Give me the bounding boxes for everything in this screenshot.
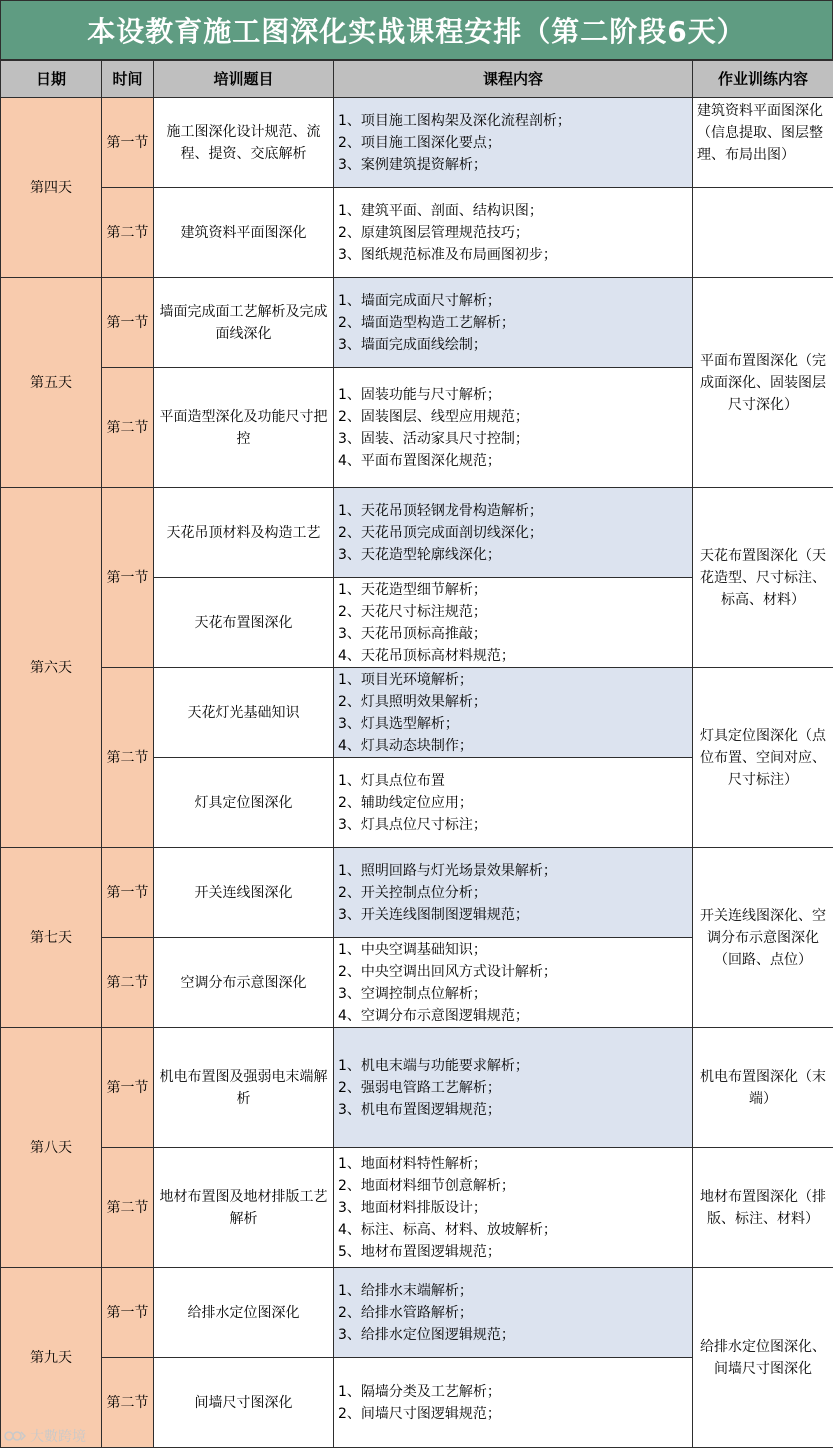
content-cell: [334, 488, 693, 578]
content-item: 1、建筑平面、剖面、结构识图；: [338, 202, 543, 219]
topic-cell: 地材布置图及地材排版工艺解析: [154, 1148, 334, 1268]
watermark: [4, 1426, 86, 1446]
session-cell: 第一节: [102, 98, 154, 188]
topic-cell: 天花布置图深化: [154, 578, 334, 668]
content-cell: [334, 1148, 693, 1268]
content-item: 1、项目施工图构架及深化流程剖析；: [338, 112, 571, 129]
header-homework: 作业训练内容: [693, 61, 833, 98]
content-item: 3、天花造型轮廓线深化；: [338, 546, 501, 563]
content-item: 3、案例建筑提资解析；: [338, 156, 487, 173]
content-item: 2、墙面造型构造工艺解析；: [338, 314, 515, 331]
content-item: 3、墙面完成面线绘制；: [338, 336, 487, 353]
content-cell: [334, 668, 693, 758]
content-item: 2、辅助线定位应用；: [338, 794, 473, 811]
content-cell: [334, 1268, 693, 1358]
table-row: [1, 188, 833, 278]
content-item: 2、强弱电管路工艺解析；: [338, 1079, 501, 1096]
header-time: 时间: [102, 61, 154, 98]
content-item: 4、灯具动态块制作；: [338, 737, 473, 754]
homework-cell: 地材布置图深化（排版、标注、材料）: [693, 1148, 833, 1268]
topic-cell: 给排水定位图深化: [154, 1268, 334, 1358]
content-cell: [334, 1028, 693, 1148]
homework-cell: 平面布置图深化（完成面深化、固装图层尺寸深化）: [693, 278, 833, 488]
topic-cell: 天花灯光基础知识: [154, 668, 334, 758]
content-item: 3、天花吊顶标高推敲；: [338, 625, 487, 642]
content-item: 5、地材布置图逻辑规范；: [338, 1243, 501, 1260]
content-cell: [334, 98, 693, 188]
table-row: [1, 98, 833, 188]
content-item: 3、固装、活动家具尺寸控制；: [338, 430, 529, 447]
content-item: 1、墙面完成面尺寸解析；: [338, 292, 501, 309]
topic-cell: 灯具定位图深化: [154, 758, 334, 848]
homework-cell: 给排水定位图深化、间墙尺寸图深化: [693, 1268, 833, 1448]
content-item: 2、中央空调出回风方式设计解析；: [338, 963, 557, 980]
table-row: [1, 1028, 833, 1148]
content-item: 3、地面材料排版设计；: [338, 1199, 487, 1216]
content-item: 1、天花造型细节解析；: [338, 581, 487, 598]
content-item: 3、灯具点位尺寸标注；: [338, 816, 487, 833]
session-cell: 第一节: [102, 488, 154, 668]
content-item: 2、项目施工图深化要点；: [338, 134, 501, 151]
header-date: 日期: [1, 61, 102, 98]
content-item: 1、机电末端与功能要求解析；: [338, 1057, 529, 1074]
day-cell: 第五天: [1, 278, 102, 488]
session-cell: 第一节: [102, 848, 154, 938]
day-cell: 第八天: [1, 1028, 102, 1268]
homework-cell: 建筑资料平面图深化（信息提取、图层整理、布局出图）: [693, 98, 833, 188]
content-item: 1、中央空调基础知识；: [338, 941, 487, 958]
table-row: [1, 1268, 833, 1358]
content-cell: [334, 278, 693, 368]
content-item: 1、照明回路与灯光场景效果解析；: [338, 862, 557, 879]
schedule-table: [0, 60, 833, 1448]
content-item: 4、天花吊顶标高材料规范；: [338, 647, 515, 664]
session-cell: 第二节: [102, 368, 154, 488]
header-topic: 培训题目: [154, 61, 334, 98]
topic-cell: 墙面完成面工艺解析及完成面线深化: [154, 278, 334, 368]
table-row: [1, 668, 833, 758]
homework-cell: 开关连线图深化、空调分布示意图深化（回路、点位）: [693, 848, 833, 1028]
watermark-text: 大數跨境: [30, 1429, 86, 1445]
topic-cell: 建筑资料平面图深化: [154, 188, 334, 278]
content-item: 2、天花尺寸标注规范；: [338, 603, 487, 620]
content-item: 1、天花吊顶轻钢龙骨构造解析；: [338, 502, 543, 519]
content-cell: [334, 1358, 693, 1448]
content-cell: [334, 758, 693, 848]
content-item: 1、固装功能与尺寸解析；: [338, 386, 501, 403]
topic-cell: 机电布置图及强弱电末端解析: [154, 1028, 334, 1148]
content-item: 2、地面材料细节创意解析；: [338, 1177, 515, 1194]
homework-cell: 机电布置图深化（末端）: [693, 1028, 833, 1148]
content-item: 2、原建筑图层管理规范技巧；: [338, 224, 529, 241]
session-cell: 第二节: [102, 188, 154, 278]
topic-cell: 开关连线图深化: [154, 848, 334, 938]
content-item: 1、隔墙分类及工艺解析；: [338, 1383, 501, 1400]
watermark-logo-icon: [4, 1429, 26, 1443]
content-item: 2、间墙尺寸图逻辑规范；: [338, 1405, 501, 1422]
content-item: 3、机电布置图逻辑规范；: [338, 1101, 501, 1118]
content-cell: [334, 938, 693, 1028]
table-row: [1, 488, 833, 578]
session-cell: 第一节: [102, 278, 154, 368]
topic-cell: 施工图深化设计规范、流程、提资、交底解析: [154, 98, 334, 188]
session-cell: 第二节: [102, 1148, 154, 1268]
day-cell: 第四天: [1, 98, 102, 278]
day-cell: 第六天: [1, 488, 102, 848]
header-content: 课程内容: [334, 61, 693, 98]
content-item: 4、平面布置图深化规范；: [338, 452, 501, 469]
homework-cell: 灯具定位图深化（点位布置、空间对应、尺寸标注）: [693, 668, 833, 848]
homework-cell: 天花布置图深化（天花造型、尺寸标注、标高、材料）: [693, 488, 833, 668]
day-cell: 第九天: [1, 1268, 102, 1448]
content-cell: [334, 578, 693, 668]
content-item: 4、标注、标高、材料、放坡解析；: [338, 1221, 557, 1238]
content-item: 2、开关控制点位分析；: [338, 884, 487, 901]
session-cell: 第二节: [102, 938, 154, 1028]
content-item: 1、给排水末端解析；: [338, 1282, 473, 1299]
content-item: 2、灯具照明效果解析；: [338, 693, 487, 710]
table-row: [1, 1148, 833, 1268]
session-cell: 第一节: [102, 1028, 154, 1148]
content-item: 2、固装图层、线型应用规范；: [338, 408, 529, 425]
header-row: [1, 61, 833, 98]
content-item: 2、天花吊顶完成面剖切线深化；: [338, 524, 543, 541]
session-cell: 第二节: [102, 668, 154, 848]
page-title: 本设教育施工图深化实战课程安排（第二阶段6天）: [0, 0, 833, 60]
content-item: 3、开关连线图制图逻辑规范；: [338, 906, 529, 923]
schedule-body: [1, 98, 833, 1448]
content-item: 3、图纸规范标准及布局画图初步；: [338, 246, 557, 263]
content-item: 3、给排水定位图逻辑规范；: [338, 1326, 515, 1343]
topic-cell: 天花吊顶材料及构造工艺: [154, 488, 334, 578]
content-item: 1、灯具点位布置: [338, 772, 445, 789]
day-cell: 第七天: [1, 848, 102, 1028]
content-item: 2、给排水管路解析；: [338, 1304, 473, 1321]
content-item: 3、空调控制点位解析；: [338, 985, 487, 1002]
content-item: 1、地面材料特性解析；: [338, 1155, 487, 1172]
content-item: 1、项目光环境解析；: [338, 671, 473, 688]
content-item: 3、灯具选型解析；: [338, 715, 459, 732]
homework-cell: [693, 188, 833, 278]
table-row: [1, 278, 833, 368]
session-cell: 第二节: [102, 1358, 154, 1448]
topic-cell: 平面造型深化及功能尺寸把控: [154, 368, 334, 488]
content-cell: [334, 188, 693, 278]
content-cell: [334, 368, 693, 488]
topic-cell: 间墙尺寸图深化: [154, 1358, 334, 1448]
table-row: [1, 848, 833, 938]
topic-cell: 空调分布示意图深化: [154, 938, 334, 1028]
content-cell: [334, 848, 693, 938]
session-cell: 第一节: [102, 1268, 154, 1358]
content-item: 4、空调分布示意图逻辑规范；: [338, 1007, 529, 1024]
